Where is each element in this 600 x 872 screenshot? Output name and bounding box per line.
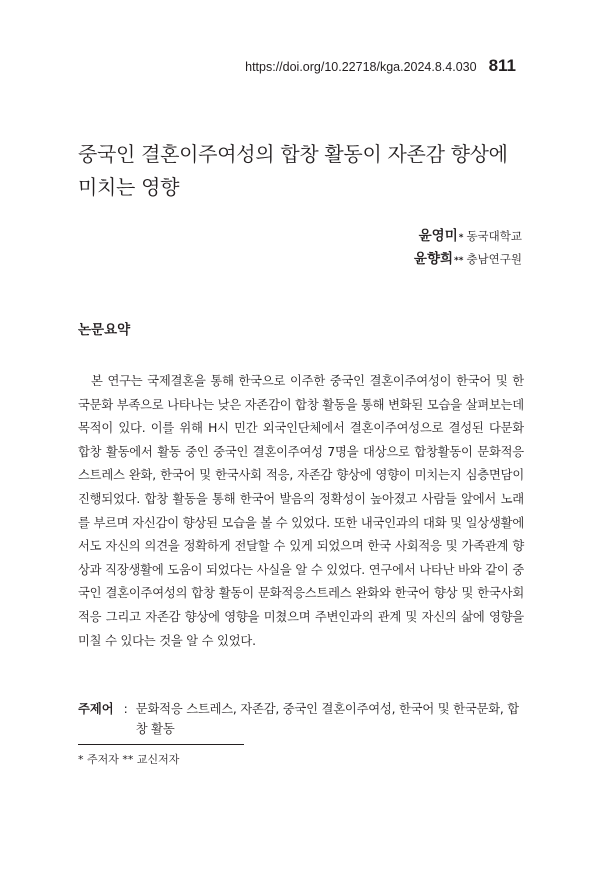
keywords-label: 주제어 bbox=[78, 702, 114, 716]
abstract-body: 본 연구는 국제결혼을 통해 한국으로 이주한 중국인 결혼이주여성이 한국어 및 한국문화 부족으로 나타나는 낮은 자존감이 합창 활동을 통해 변화된 모습을 살펴보는데 목적이 있다. 이를 위해 H시 민간 외국인단체에서 결혼이주여성으로 결성된 다문화 합창 활동에서 활동 중인 중국인 결혼이주여성 7명을 대상으로 합창활동이 문화적응 스트레스 완화, 한국어 및 한국사회 적응, 자존감 향상에 영향이 미치는지 심층면담이 진행되었다. 합창 활동을 통해 한국어 발음의 정확성이 높아졌고 사람들 앞에서 노래를 부르며 자신감이 향상된 모습을 볼 수 있었다. 또한 내국인과의 대화 및 일상생활에서도 자신의 의견을 정확하게 전달할 수 있게 되었으며 한국 사회적응 및 가족관계 향상과 직장생활에 도움이 되었다는 사실을 알 수 있었다. 연구에서 나타난 바와 같이 중국인 결혼이주여성의 합창 활동이 문화적응스트레스 완화와 한국어 향상 및 한국사회 적응 그리고 자존감 향상에 영향을 미쳤으며 주변인과의 관계 및 자신의 삶에 영향을 미칠 수 있다는 것을 알 수 있었다. bbox=[78, 374, 524, 648]
author-affiliation: 충남연구원 bbox=[466, 252, 522, 266]
paper-title: 중국인 결혼이주여성의 합창 활동이 자존감 향상에 미치는 영향 bbox=[78, 142, 508, 199]
author-affiliation: 동국대학교 bbox=[466, 229, 522, 243]
footnote: * 주저자 ** 교신저자 bbox=[78, 753, 180, 766]
author-block bbox=[414, 226, 522, 272]
doi-link[interactable]: https://doi.org/10.22718/kga.2024.8.4.030 bbox=[245, 60, 477, 74]
page-number: 811 bbox=[488, 56, 516, 75]
author-1 bbox=[414, 226, 522, 249]
author-2 bbox=[414, 249, 522, 272]
keywords-text: 문화적응 스트레스, 자존감, 중국인 결혼이주여성, 한국어 및 한국문화, 합창 활동 bbox=[135, 702, 519, 736]
abstract-heading: 논문요약 bbox=[78, 322, 131, 338]
running-header bbox=[245, 56, 516, 76]
keywords bbox=[78, 699, 524, 739]
footnote-divider bbox=[78, 744, 244, 745]
author-name: 윤향희 bbox=[413, 251, 454, 267]
author-mark: ** bbox=[454, 256, 464, 266]
author-mark: * bbox=[458, 233, 464, 243]
keywords-separator: : bbox=[123, 702, 128, 716]
author-name: 윤영미 bbox=[418, 228, 458, 244]
